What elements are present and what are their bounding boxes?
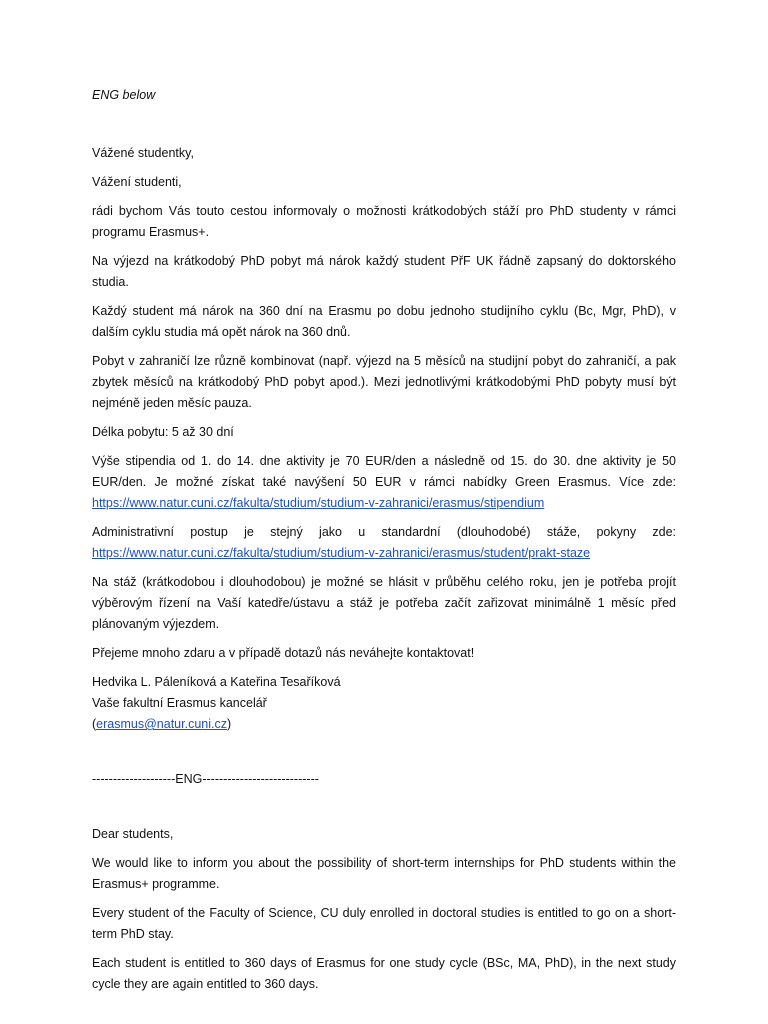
- days-paragraph-cz: Každý student má nárok na 360 dní na Erasmu po dobu jednoho studijního cyklu (Bc, Mgr, PhD), v dalším cyklu studia má opět nárok na 360 dnů.: [92, 304, 676, 339]
- email-link[interactable]: erasmus@natur.cuni.cz: [96, 717, 227, 731]
- days-paragraph-en: Each student is entitled to 360 days of Erasmus for one study cycle (BSc, MA, PhD), in the next study cycle they are again entitled to 360 days.: [92, 956, 676, 991]
- stipend-link[interactable]: https://www.natur.cuni.cz/fakulta/studium/studium-v-zahranici/erasmus/stipendium: [92, 496, 545, 510]
- stipend-text: Výše stipendia od 1. do 14. dne aktivity je 70 EUR/den a následně od 15. do 30. dne aktivity je 50 EUR/den. Je možné získat také navýšení 50 EUR v rámci nabídky Green Erasmus. Více zde:: [92, 454, 676, 489]
- wishes-paragraph-cz: Přejeme mnoho zdaru a v případě dotazů nás neváhejte kontaktovat!: [92, 646, 475, 660]
- email-open-paren: (: [92, 717, 97, 731]
- intro-paragraph-en: We would like to inform you about the possibility of short-term internships for PhD students within the Erasmus+ programme.: [92, 856, 676, 891]
- salutation-en: Dear students,: [92, 827, 174, 841]
- salutation-female: Vážené studentky,: [92, 146, 194, 160]
- signature-office: Vaše fakultní Erasmus kancelář: [92, 696, 267, 710]
- admin-text: Administrativní postup je stejný jako u standardní (dlouhodobé) stáže, pokyny zde:: [92, 525, 676, 539]
- admin-paragraph-cz: [92, 522, 676, 564]
- intro-paragraph-cz: rádi bychom Vás touto cestou informovaly o možnosti krátkodobých stáží pro PhD studenty v rámci programu Erasmus+.: [92, 204, 676, 239]
- signature-names: Hedvika L. Páleníková a Kateřina Tesaříková: [92, 675, 341, 689]
- document-body: [92, 85, 676, 995]
- eng-below-note: ENG below: [92, 88, 156, 102]
- admin-link[interactable]: https://www.natur.cuni.cz/fakulta/studium/studium-v-zahranici/erasmus/student/prakt-staze: [92, 546, 591, 560]
- apply-paragraph-cz: Na stáž (krátkodobou i dlouhodobou) je možné se hlásit v průběhu celého roku, jen je potřeba projít výběrovým řízení na Vaší katedře/ústavu a stáž je potřeba začít zařizovat minimálně 1 měsíc před plánovaným výjezdem.: [92, 575, 676, 631]
- eng-separator: --------------------ENG----------------------------: [92, 772, 319, 786]
- signature-block: [92, 672, 676, 735]
- stipend-paragraph-cz: [92, 451, 676, 514]
- combination-paragraph-cz: Pobyt v zahraničí lze různě kombinovat (např. výjezd na 5 měsíců na studijní pobyt do zahraničí, a pak zbytek měsíců na krátkodobý PhD pobyt apod.). Mezi jednotlivými krátkodobými PhD pobyty musí být nejméně jeden měsíc pauza.: [92, 354, 676, 410]
- email-close-paren: ): [226, 717, 232, 731]
- signature-email-line: [92, 714, 676, 735]
- duration-paragraph-cz: Délka pobytu: 5 až 30 dní: [92, 425, 234, 439]
- eligibility-paragraph-cz: Na výjezd na krátkodobý PhD pobyt má nárok každý student PřF UK řádně zapsaný do doktorského studia.: [92, 254, 676, 289]
- eligibility-paragraph-en: Every student of the Faculty of Science, CU duly enrolled in doctoral studies is entitled to go on a short-term PhD stay.: [92, 906, 676, 941]
- salutation-male: Vážení studenti,: [92, 175, 182, 189]
